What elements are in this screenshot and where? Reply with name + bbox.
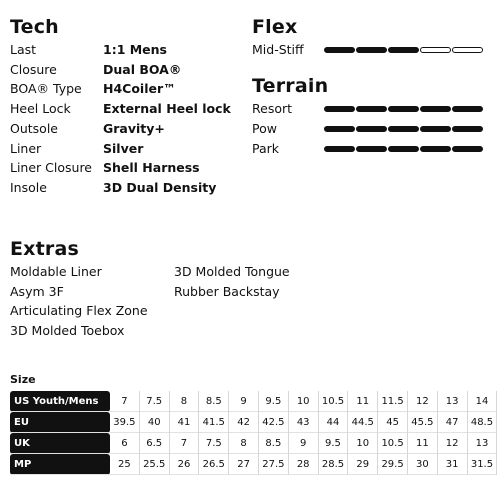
size-cell: 45.5 — [407, 412, 437, 433]
size-cell: 30 — [407, 454, 437, 475]
size-cell: 43 — [288, 412, 318, 433]
size-cell: 13 — [437, 391, 467, 412]
meter-segment — [356, 47, 387, 53]
meter-segment — [356, 106, 387, 112]
size-cell: 7.5 — [199, 433, 229, 454]
tech-row-value: Silver — [103, 140, 144, 156]
meter-segment — [324, 126, 355, 132]
size-row-header: UK — [10, 433, 110, 454]
size-cell: 28 — [288, 454, 318, 475]
size-cell: 13 — [467, 433, 497, 454]
size-cell: 10.5 — [318, 391, 348, 412]
size-cell: 6 — [110, 433, 139, 454]
extras-heading: Extras — [10, 238, 80, 260]
tech-row-value: External Heel lock — [103, 101, 231, 117]
meter-segment — [388, 47, 419, 53]
size-cell: 26 — [169, 454, 199, 475]
meter-segment — [324, 146, 355, 152]
tech-row-value: Dual BOA® — [103, 61, 182, 77]
meter-segment — [420, 106, 451, 112]
size-cell: 45 — [378, 412, 408, 433]
tech-row-value: 1:1 Mens — [103, 42, 168, 57]
meter-segment — [452, 106, 483, 112]
terrain-label: Park — [252, 141, 280, 156]
size-cell: 29 — [348, 454, 378, 475]
terrain-meter — [324, 126, 483, 132]
size-row — [10, 433, 497, 454]
size-cell: 41 — [169, 412, 199, 433]
terrain-label: Pow — [252, 121, 277, 136]
meter-segment — [452, 47, 483, 53]
size-row — [10, 391, 497, 412]
size-cell: 10 — [348, 433, 378, 454]
size-cell: 29.5 — [378, 454, 408, 475]
extras-item: 3D Molded Toebox — [10, 323, 125, 339]
size-cell: 12 — [407, 391, 437, 412]
flex-label: Mid-Stiff — [252, 42, 304, 57]
tech-row-label: Closure — [10, 61, 57, 77]
size-heading: Size — [10, 373, 36, 386]
meter-segment — [388, 126, 419, 132]
size-cell: 11.5 — [378, 391, 408, 412]
size-cell: 26.5 — [199, 454, 229, 475]
size-cell: 9.5 — [258, 391, 288, 412]
meter-segment — [420, 47, 451, 53]
size-cell: 41.5 — [199, 412, 229, 433]
size-cell: 9 — [288, 433, 318, 454]
size-row-header: EU — [10, 412, 110, 433]
tech-row-value: H4Coiler™ — [103, 81, 176, 97]
size-cell: 9 — [229, 391, 259, 412]
extras-item: Rubber Backstay — [174, 283, 280, 299]
size-row-header: US Youth/Mens — [10, 391, 110, 412]
extras-item: Articulating Flex Zone — [10, 303, 148, 319]
meter-segment — [388, 146, 419, 152]
size-cell: 10.5 — [378, 433, 408, 454]
size-cell: 31.5 — [467, 454, 497, 475]
tech-row-label: Liner Closure — [10, 160, 93, 176]
size-cell: 44 — [318, 412, 348, 433]
size-cell: 28.5 — [318, 454, 348, 475]
meter-segment — [420, 126, 451, 132]
size-cell: 25 — [110, 454, 139, 475]
tech-row-label: BOA® Type — [10, 81, 82, 97]
size-cell: 8 — [169, 391, 199, 412]
size-cell: 7.5 — [139, 391, 169, 412]
extras-item: Asym 3F — [10, 283, 64, 299]
size-cell: 31 — [437, 454, 467, 475]
extras-item: 3D Molded Tongue — [174, 264, 290, 279]
size-cell: 8.5 — [199, 391, 229, 412]
size-cell: 27 — [229, 454, 259, 475]
size-cell: 25.5 — [139, 454, 169, 475]
tech-row-value: Shell Harness — [103, 160, 200, 176]
tech-row-label: Outsole — [10, 120, 58, 136]
tech-row-value: 3D Dual Density — [103, 179, 217, 195]
flex-heading: Flex — [252, 16, 298, 38]
size-row-header: MP — [10, 454, 110, 475]
size-cell: 12 — [437, 433, 467, 454]
tech-row-value: Gravity+ — [103, 120, 165, 136]
meter-segment — [356, 146, 387, 152]
terrain-label: Resort — [252, 101, 293, 116]
tech-row-label: Insole — [10, 179, 47, 195]
size-cell: 48.5 — [467, 412, 497, 433]
size-cell: 42.5 — [258, 412, 288, 433]
size-cell: 8 — [229, 433, 259, 454]
flex-meter — [324, 47, 483, 53]
size-cell: 39.5 — [110, 412, 139, 433]
size-cell: 9.5 — [318, 433, 348, 454]
tech-row-label: Liner — [10, 140, 42, 156]
size-cell: 42 — [229, 412, 259, 433]
size-cell: 27.5 — [258, 454, 288, 475]
size-chart-table — [10, 391, 497, 475]
meter-segment — [452, 126, 483, 132]
size-cell: 47 — [437, 412, 467, 433]
meter-segment — [452, 146, 483, 152]
size-cell: 11 — [348, 391, 378, 412]
size-row — [10, 454, 497, 475]
size-cell: 14 — [467, 391, 497, 412]
meter-segment — [356, 126, 387, 132]
meter-segment — [388, 106, 419, 112]
size-cell: 11 — [407, 433, 437, 454]
meter-segment — [420, 146, 451, 152]
tech-row-label: Last — [10, 42, 37, 57]
terrain-meter — [324, 146, 483, 152]
size-row — [10, 412, 497, 433]
tech-heading: Tech — [10, 16, 59, 38]
tech-row-label: Heel Lock — [10, 101, 71, 117]
meter-segment — [324, 106, 355, 112]
size-cell: 6.5 — [139, 433, 169, 454]
size-cell: 7 — [169, 433, 199, 454]
extras-item: Moldable Liner — [10, 264, 102, 279]
size-cell: 7 — [110, 391, 139, 412]
size-cell: 10 — [288, 391, 318, 412]
size-cell: 40 — [139, 412, 169, 433]
size-cell: 8.5 — [258, 433, 288, 454]
meter-segment — [324, 47, 355, 53]
terrain-heading: Terrain — [252, 75, 329, 97]
terrain-meter — [324, 106, 483, 112]
size-cell: 44.5 — [348, 412, 378, 433]
